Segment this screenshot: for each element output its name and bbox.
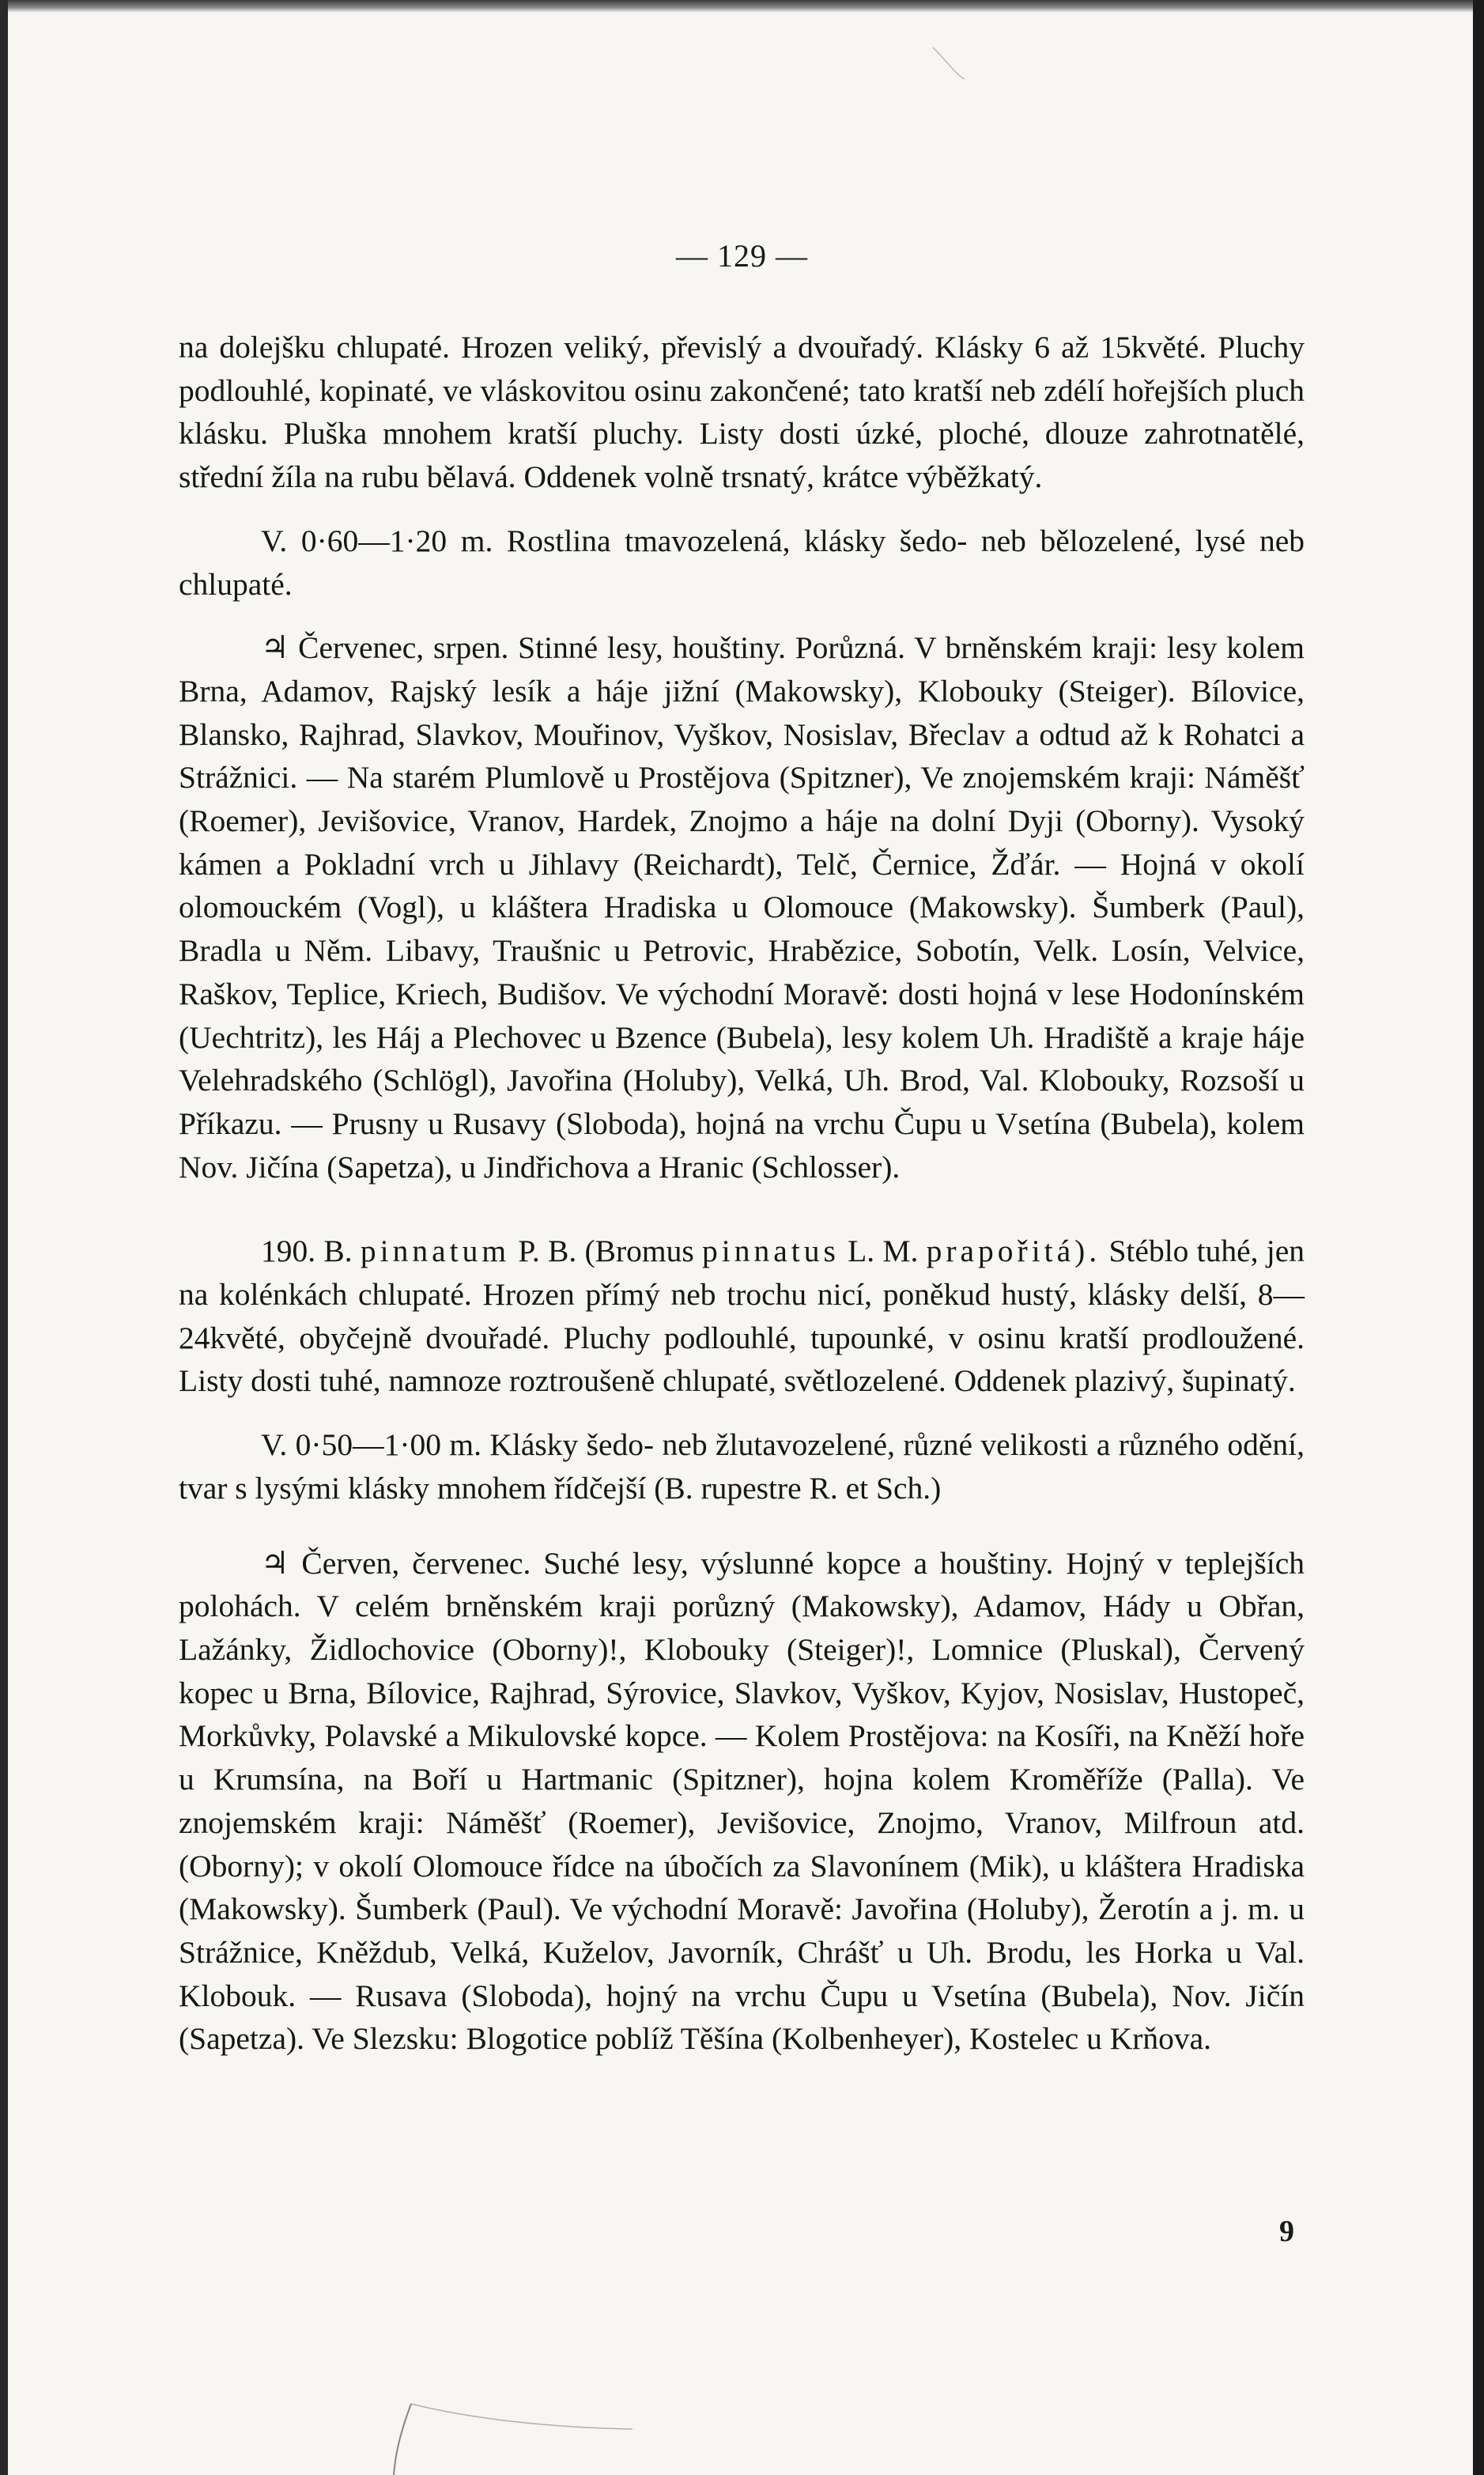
species-synonym: pinnatus bbox=[702, 1234, 840, 1269]
paragraph-dimensions: V. 0·60—1·20 m. Rostlina tmavozelená, klásky šedo- neb bělozelené, lysé neb chlupaté. bbox=[179, 523, 1305, 602]
paragraph-species-dimensions: V. 0·50—1·00 m. Klásky šedo- neb žlutavozelené, různé velikosti a různého odění, tvar s lysými klásky mnohem řídčejší (B. rupestre R. et Sch.) bbox=[179, 1427, 1305, 1506]
paragraph-description: na dolejšku chlupaté. Hrozen veliký, převislý a dvouřadý. Klásky 6 až 15květé. Pluchy podlouhlé, kopinaté, ve vláskovitou osinu zakončené; tato kratší neb zdélí hořejších pluch klásku. Pluška mnohem kratší pluchy. Listy dosti úzké, ploché, dlouze zahrotnatělé, střední žíla na rubu bělavá. Oddenek volně trsnatý, krátce výběžkatý. bbox=[179, 330, 1305, 495]
signature-mark: 9 bbox=[1279, 2215, 1294, 2248]
species-synonym-author: L. M. bbox=[848, 1234, 919, 1269]
species-number: 190. B. bbox=[261, 1234, 353, 1269]
species-author: P. B. (Bromus bbox=[518, 1234, 694, 1269]
species-epithet: pinnatum bbox=[360, 1234, 511, 1269]
page-left-edge bbox=[0, 0, 8, 2475]
species-czech-name: prapořitá). bbox=[926, 1234, 1101, 1269]
paragraph-species-entry bbox=[179, 1230, 1305, 1403]
page-number: — 129 — bbox=[676, 238, 808, 274]
paragraph-species-distribution: ♃ Červen, červenec. Suché lesy, výslunné kopce a houštiny. Hojný v teplejších polohách. V celém brněnském kraji porůzný (Makowsky), Adamov, Hády u Obřan, Lažánky, Židlochovice (Oborny)!, Klobouky (Steiger)!, Lomnice (Pluskal), Červený kopec u Brna, Bílovice, Rajhrad, Sýrovice, Slavkov, Vyškov, Kyjov, Nosislav, Hustopeč, Morkůvky, Polavské a Mikulovské kopce. — Kolem Prostějova: na Kosíři, na Kněží hoře u Krumsína, na Boří u Hartmanic (Spitzner), hojna kolem Kroměříže (Palla). Ve znojemském kraji: Náměšť (Roemer), Jevišovice, Znojmo, Vranov, Milfroun atd. (Oborny); v okolí Olomouce řídce na úbočích za Slavonínem (Mik), u kláštera Hradiska (Makowsky). Šumberk (Paul). Ve východní Moravě: Javořina (Holuby), Žerotín a j. m. u Strážnice, Kněždub, Velká, Kuželov, Javorník, Chrášť u Uh. Brodu, les Horka u Val. Klobouk. — Rusava (Sloboda), hojný na vrchu Čupu u Vsetína (Bubela), Nov. Jičín (Sapetza). Ve Slezsku: Blogotice poblíž Těšína (Kolbenheyer), Kostelec u Krňova. bbox=[179, 1545, 1305, 2057]
page-top-edge bbox=[0, 0, 1484, 13]
body-text bbox=[179, 326, 1305, 2061]
paragraph-distribution: ♃ Červenec, srpen. Stinné lesy, houštiny. Porůzná. V brněnském kraji: lesy kolem Brna, Adamov, Rajský lesík a háje jižní (Makowsky), Klobouky (Steiger). Bílovice, Blansko, Rajhrad, Slavkov, Mouřinov, Vyškov, Nosislav, Břeclav a odtud až k Rohatci a Strážnici. — Na starém Plumlově u Prostějova (Spitzner), Ve znojemském kraji: Náměšť (Roemer), Jevišovice, Vranov, Hardek, Znojmo a háje na dolní Dyji (Oborny). Vysoký kámen a Pokladní vrch u Jihlavy (Reichardt), Telč, Černice, Žďár. — Hojná v okolí olomouckém (Vogl), u kláštera Hradiska u Olomouce (Makowsky). Šumberk (Paul), Bradla u Něm. Libavy, Traušnic u Petrovic, Hrabězice, Sobotín, Velk. Losín, Velvice, Raškov, Teplice, Kriech, Budišov. Ve východní Moravě: dosti hojná v lese Hodonínském (Uechtritz), les Háj a Plechovec u Bzence (Bubela), lesy kolem Uh. Hradiště a kraje háje Velehradského (Schlögl), Javořina (Holuby), Velká, Uh. Brod, Val. Klobouky, Rozsoší u Příkazu. — Prusny u Rusavy (Sloboda), hojná na vrchu Čupu u Vsetína (Bubela), kolem Nov. Jičína (Sapetza), u Jindřichova a Hranic (Schlosser). bbox=[179, 630, 1305, 1185]
page-right-edge bbox=[1473, 0, 1484, 2475]
species-description: Stéblo tuhé, jen na kolénkách chlupaté. Hrozen přímý neb trochu nicí, poněkud hustý, klásky delší, 8—24květé, obyčejně dvouřadé. Pluchy podlouhlé, tupounké, v osinu kratší prodloužené. Listy dosti tuhé, namnoze roztroušeně chlupaté, světlozelené. Oddenek plazivý, šupinatý. bbox=[179, 1234, 1305, 1399]
